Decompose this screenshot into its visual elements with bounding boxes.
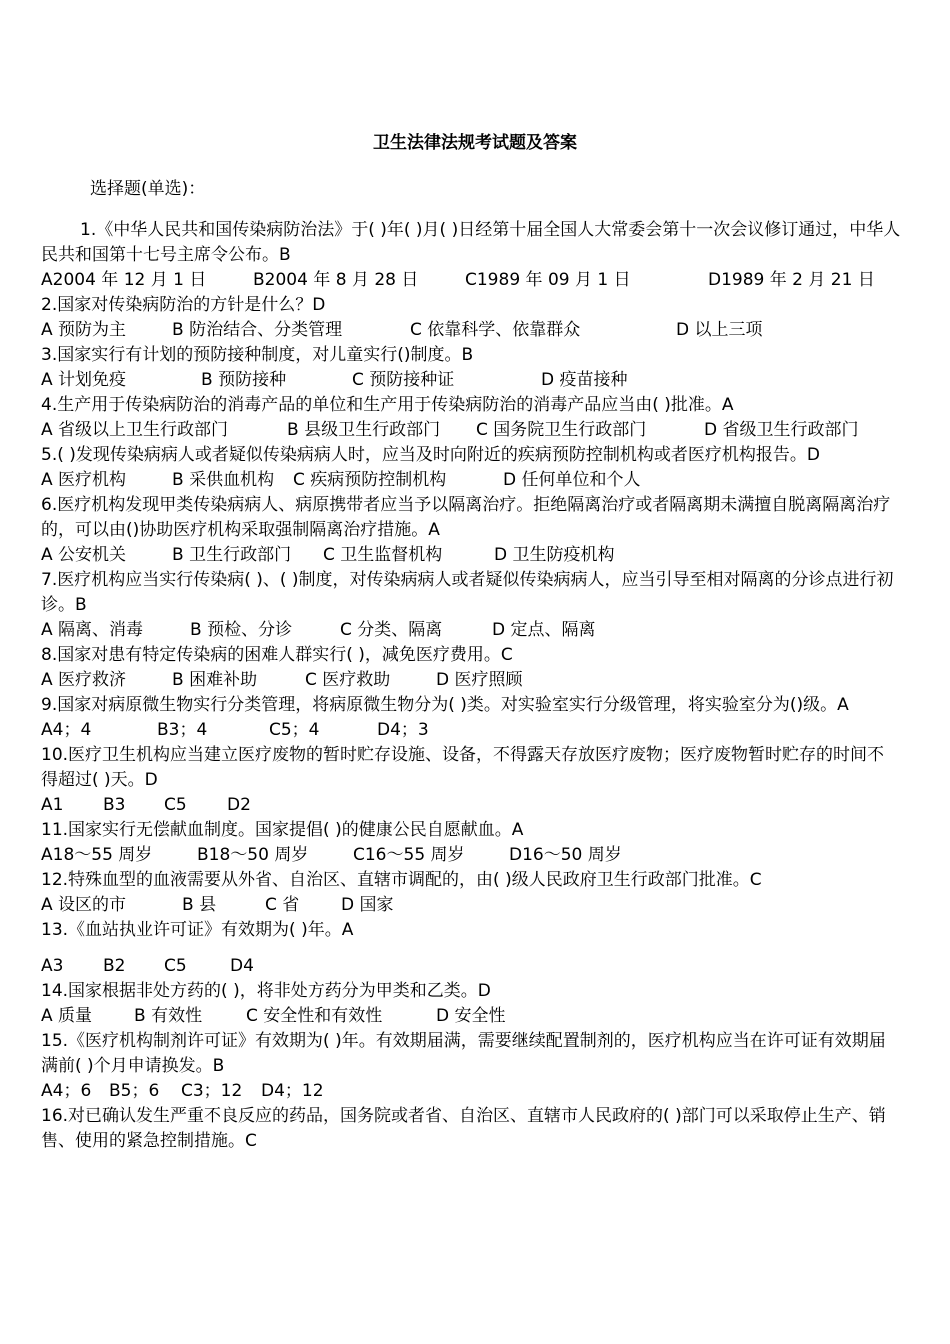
option-c: C 安全性和有效性 [246,1006,383,1026]
question-text: 12.特殊血型的血液需要从外省、自治区、直辖市调配的，由( )级人民政府卫生行政部门批准。C [41,870,762,890]
question-text: 6.医疗机构发现甲类传染病病人、病原携带者应当予以隔离治疗。拒绝隔离治疗或者隔离期未满擅自脱离隔离治疗的，可以由()协助医疗机构采取强制隔离治疗措施。A [41,495,891,540]
option-row [41,718,901,743]
option-b: B 县 [182,895,217,915]
question-text: 4.生产用于传染病防治的消毒产品的单位和生产用于传染病防治的消毒产品应当由( )批准。A [41,395,734,415]
option-b: B 困难补助 [172,670,258,690]
question-6 [41,493,901,568]
option-c: C1989 年 09 月 1 日 [465,270,631,290]
option-a: A 质量 [41,1006,93,1026]
question-16 [41,1104,901,1154]
question-text: 1.《中华人民共和国传染病防治法》于( )年( )月( )日经第十届全国人大常委会第十一次会议修订通过，中华人民共和国第十七号主席令公布。B [41,220,901,265]
question-4 [41,393,901,443]
question-text: 16.对已确认发生严重不良反应的药品，国务院或者省、自治区、直辖市人民政府的( )部门可以采取停止生产、销售、使用的紧急控制措施。C [41,1106,886,1151]
option-a: A 医疗机构 [41,470,127,490]
option-d: D 以上三项 [676,320,763,340]
option-c: C5；4 [269,720,320,740]
option-d: D 安全性 [436,1006,506,1026]
option-a: A18～55 周岁 [41,845,153,865]
question-3 [41,343,901,393]
option-row [41,318,901,343]
option-d: D4；3 [377,720,429,740]
question-5 [41,443,901,493]
option-b: B 预防接种 [201,370,287,390]
option-c: C 卫生监督机构 [323,545,443,565]
option-row [41,268,901,293]
question-10 [41,743,901,818]
option-c: C 依靠科学、依靠群众 [410,320,581,340]
option-c: C3；12 [181,1081,243,1101]
option-row [41,954,901,979]
option-a: A3 [41,956,64,976]
option-d: D 疫苗接种 [541,370,628,390]
option-b: B 防治结合、分类管理 [172,320,343,340]
option-d: D16～50 周岁 [509,845,622,865]
question-2 [41,293,901,343]
question-7 [41,568,901,643]
option-row [41,893,901,918]
question-text: 7.医疗机构应当实行传染病( )、( )制度，对传染病病人或者疑似传染病病人，应当引导至相对隔离的分诊点进行初诊。B [41,570,894,615]
option-a: A 设区的市 [41,895,127,915]
option-d: D 定点、隔离 [492,620,596,640]
option-row [41,418,901,443]
question-8 [41,643,901,693]
question-list [41,218,901,1154]
question-text: 9.国家对病原微生物实行分类管理，将病原微生物分为( )类。对实验室实行分级管理，将实验室分为()级。A [41,695,849,715]
option-b: B2004 年 8 月 28 日 [253,270,419,290]
question-12 [41,868,901,918]
spacer [41,943,901,954]
question-text: 8.国家对患有特定传染病的困难人群实行( )，减免医疗费用。C [41,645,513,665]
option-a: A 计划免疫 [41,370,127,390]
option-d: D4；12 [261,1081,324,1101]
option-row [41,618,901,643]
option-c: C16～55 周岁 [353,845,465,865]
question-11 [41,818,901,868]
option-b: B3；4 [157,720,208,740]
question-text: 13.《血站执业许可证》有效期为( )年。A [41,920,354,940]
option-c: C 省 [265,895,300,915]
option-a: A 预防为主 [41,320,127,340]
question-text: 3.国家实行有计划的预防接种制度，对儿童实行()制度。B [41,345,474,365]
option-b: B 卫生行政部门 [172,545,292,565]
option-c: C5 [164,956,187,976]
option-c: C 分类、隔离 [340,620,443,640]
option-b: B18～50 周岁 [197,845,309,865]
option-a: A 隔离、消毒 [41,620,144,640]
option-row [41,468,901,493]
question-text: 5.( )发现传染病病人或者疑似传染病病人时，应当及时向附近的疾病预防控制机构或者医疗机构报告。D [41,445,820,465]
option-c: C5 [164,795,187,815]
question-text: 10.医疗卫生机构应当建立医疗废物的暂时贮存设施、设备，不得露天存放医疗废物；医疗废物暂时贮存的时间不得超过( )天。D [41,745,885,790]
option-c: C 医疗救助 [305,670,391,690]
question-15 [41,1029,901,1104]
option-b: B3 [103,795,126,815]
document-title: 卫生法律法规考试题及答案 [373,133,577,153]
question-text: 2.国家对传染病防治的方针是什么？D [41,295,326,315]
option-row [41,1079,901,1104]
option-b: B5；6 [109,1081,160,1101]
option-d: D2 [227,795,251,815]
option-a: A 省级以上卫生行政部门 [41,420,229,440]
option-c: C 国务院卫生行政部门 [476,420,647,440]
option-row [41,543,901,568]
option-a: A4；6 [41,1081,92,1101]
option-b: B 预检、分诊 [190,620,293,640]
section-heading: 选择题(单选)： [90,179,206,199]
question-text: 15.《医疗机构制剂许可证》有效期为( )年。有效期届满，需要继续配置制剂的，医疗机构应当在许可证有效期届满前( )个月申请换发。B [41,1031,886,1076]
option-b: B 有效性 [134,1006,203,1026]
question-13 [41,918,901,979]
option-d: D1989 年 2 月 21 日 [708,270,875,290]
option-d: D4 [230,956,254,976]
option-b: B2 [103,956,126,976]
option-row [41,793,901,818]
question-14 [41,979,901,1029]
option-row [41,668,901,693]
option-d: D 省级卫生行政部门 [704,420,859,440]
option-a: A1 [41,795,64,815]
option-a: A 医疗救济 [41,670,127,690]
option-d: D 任何单位和个人 [503,470,641,490]
option-row [41,368,901,393]
option-a: A4；4 [41,720,92,740]
option-d: D 国家 [341,895,394,915]
option-row [41,843,901,868]
option-b: B 采供血机构 [172,470,275,490]
question-1 [41,218,901,293]
option-d: D 卫生防疫机构 [494,545,615,565]
question-text: 11.国家实行无偿献血制度。国家提倡( )的健康公民自愿献血。A [41,820,524,840]
option-c: C 疾病预防控制机构 [293,470,447,490]
option-c: C 预防接种证 [352,370,455,390]
option-row [41,1004,901,1029]
option-b: B 县级卫生行政部门 [287,420,441,440]
question-9 [41,693,901,743]
option-a: A2004 年 12 月 1 日 [41,270,207,290]
option-a: A 公安机关 [41,545,127,565]
option-d: D 医疗照顾 [436,670,523,690]
question-text: 14.国家根据非处方药的( )，将非处方药分为甲类和乙类。D [41,981,491,1001]
